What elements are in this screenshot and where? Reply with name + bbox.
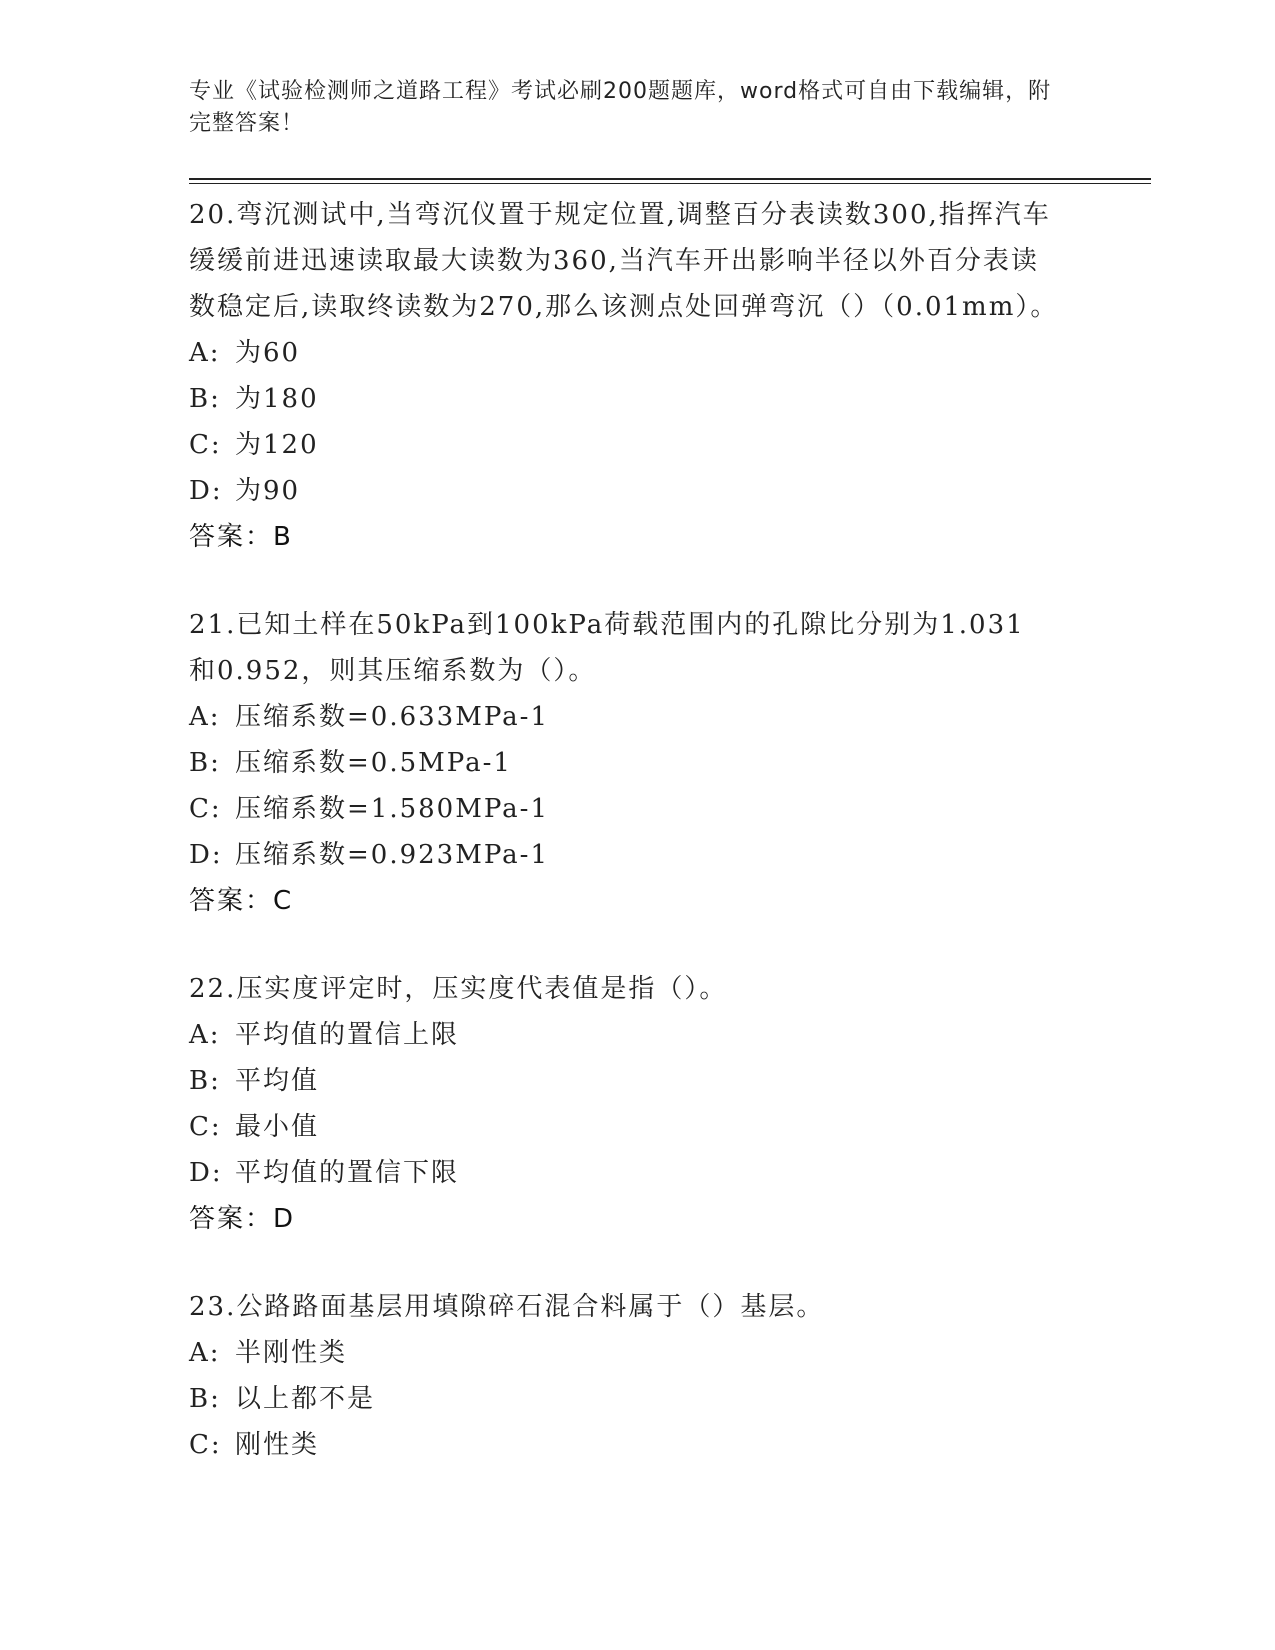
spacer <box>189 560 1089 602</box>
option-letter: C: <box>189 1430 222 1460</box>
option-c <box>189 786 1089 832</box>
question-item <box>189 1284 1089 1468</box>
option-letter: C: <box>189 794 222 824</box>
option-text: 压缩系数=0.923MPa-1 <box>235 840 549 870</box>
option-letter: D: <box>189 840 223 870</box>
option-text: 半刚性类 <box>235 1338 348 1368</box>
option-a <box>189 330 1089 376</box>
option-text: 为60 <box>235 338 301 368</box>
option-text: 为180 <box>235 384 319 414</box>
option-text: 平均值 <box>235 1066 320 1096</box>
option-a <box>189 694 1089 740</box>
option-text: 以上都不是 <box>235 1384 376 1414</box>
option-letter: C: <box>189 430 222 460</box>
option-text: 压缩系数=1.580MPa-1 <box>235 794 549 824</box>
option-c <box>189 1104 1089 1150</box>
option-text: 刚性类 <box>235 1430 320 1460</box>
answer-line: 答案：B <box>189 522 293 552</box>
option-b <box>189 1058 1089 1104</box>
question-item <box>189 602 1089 924</box>
option-c <box>189 1422 1089 1468</box>
option-b <box>189 1376 1089 1422</box>
question-text: 22.压实度评定时，压实度代表值是指（）。 <box>189 974 728 1004</box>
answer-line: 答案：C <box>189 886 294 916</box>
option-letter: A: <box>189 1020 221 1050</box>
option-d <box>189 1150 1089 1196</box>
option-letter: A: <box>189 338 221 368</box>
question-list <box>189 192 1089 1468</box>
option-text: 为90 <box>235 476 301 506</box>
option-text: 平均值的置信上限 <box>235 1020 460 1050</box>
option-letter: D: <box>189 1158 223 1188</box>
option-letter: B: <box>189 384 221 414</box>
option-letter: C: <box>189 1112 222 1142</box>
question-item <box>189 192 1089 560</box>
option-text: 最小值 <box>235 1112 320 1142</box>
question-text: 23.公路路面基层用填隙碎石混合料属于（）基层。 <box>189 1292 825 1322</box>
question-text: 20.弯沉测试中,当弯沉仪置于规定位置,调整百分表读数300,指挥汽车缓缓前进迅速读取最大读数为360,当汽车开出影响半径以外百分表读数稳定后,读取终读数为270,那么该测点处回弹弯沉（）（0.01mm）。 <box>189 200 1059 322</box>
spacer <box>189 924 1089 966</box>
option-letter: B: <box>189 748 221 778</box>
option-d <box>189 468 1089 514</box>
option-d <box>189 832 1089 878</box>
option-text: 压缩系数=0.633MPa-1 <box>235 702 549 732</box>
answer-line: 答案：D <box>189 1204 296 1234</box>
spacer <box>189 1242 1089 1284</box>
option-c <box>189 422 1089 468</box>
option-b <box>189 376 1089 422</box>
option-a <box>189 1330 1089 1376</box>
option-a <box>189 1012 1089 1058</box>
option-letter: A: <box>189 702 221 732</box>
header-rule-bottom <box>189 183 1151 184</box>
option-letter: B: <box>189 1384 221 1414</box>
question-text: 21.已知土样在50kPa到100kPa荷载范围内的孔隙比分别为1.031和0.952，则其压缩系数为（）。 <box>189 610 1025 686</box>
option-letter: A: <box>189 1338 221 1368</box>
option-letter: D: <box>189 476 223 506</box>
header-rule-top <box>189 178 1151 180</box>
option-text: 压缩系数=0.5MPa-1 <box>235 748 512 778</box>
option-letter: B: <box>189 1066 221 1096</box>
question-item <box>189 966 1089 1242</box>
option-b <box>189 740 1089 786</box>
option-text: 为120 <box>235 430 319 460</box>
option-text: 平均值的置信下限 <box>235 1158 460 1188</box>
document-header: 专业《试验检测师之道路工程》考试必刷200题题库，word格式可自由下载编辑，附完整答案！ <box>189 79 1052 136</box>
